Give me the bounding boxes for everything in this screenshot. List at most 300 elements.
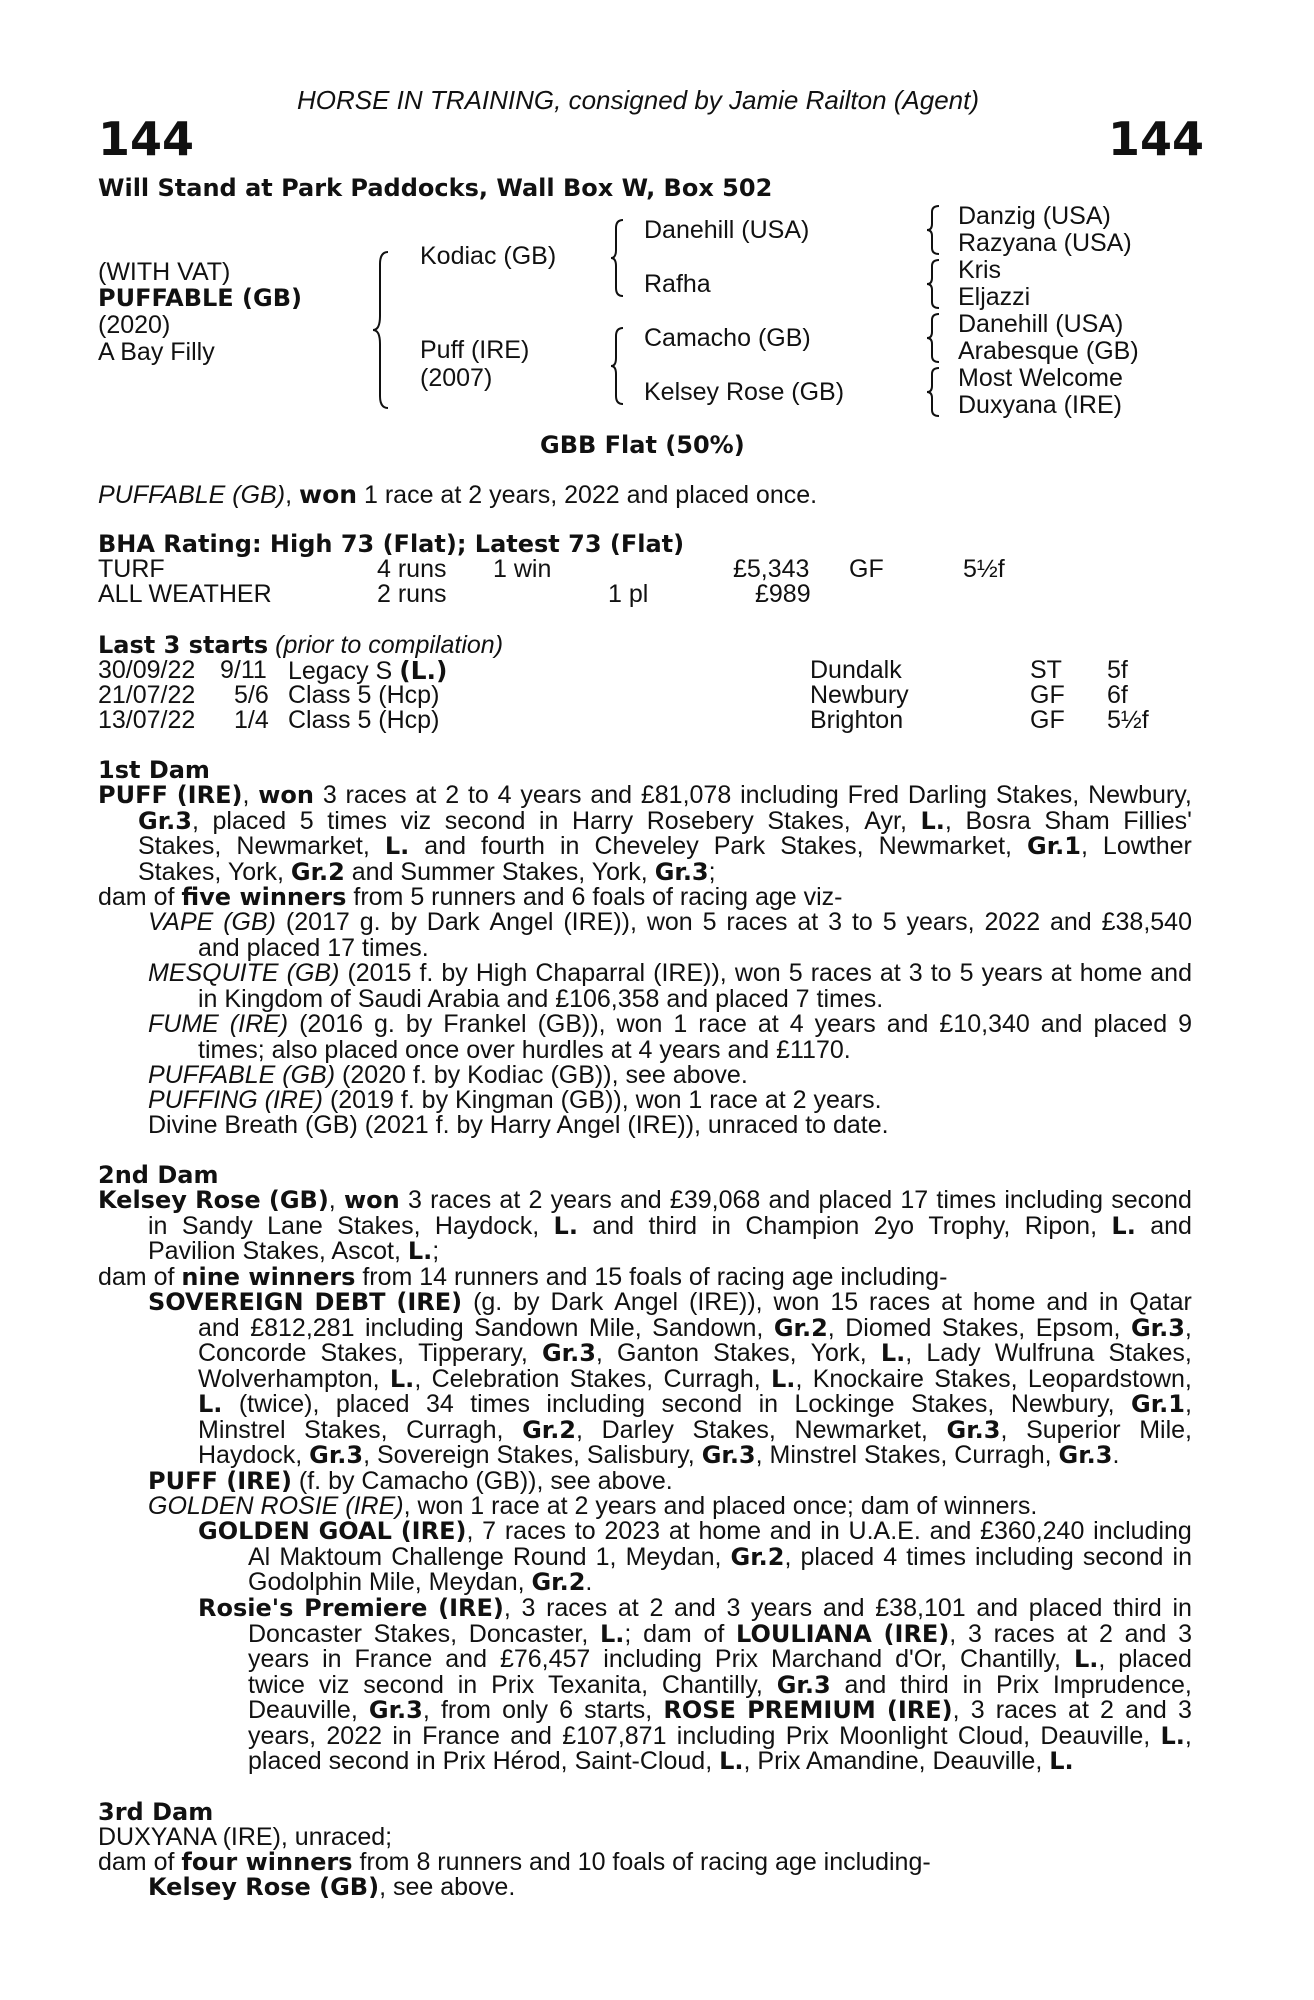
text: and (445, 1645, 487, 1673)
word (1074, 1647, 1105, 1673)
text-line (148, 1392, 1192, 1418)
word (1093, 1519, 1192, 1545)
word (347, 961, 411, 987)
word (926, 1341, 980, 1367)
word (747, 1698, 876, 1724)
word (601, 1415, 674, 1444)
word (618, 1596, 639, 1622)
text: and placed 17 times. (198, 933, 429, 962)
word (789, 961, 803, 987)
text: g. (374, 1010, 395, 1038)
text: Fillies' (1123, 806, 1192, 835)
dam2-record (98, 1188, 1192, 1265)
text: Ayr, (864, 806, 907, 835)
text: in (457, 1670, 478, 1699)
word (1004, 1188, 1103, 1214)
bold-text: Gr.3 (1058, 1441, 1113, 1469)
text: £38,540 (1101, 908, 1192, 936)
word (848, 783, 899, 809)
progeny-golden-rosie (148, 1494, 1192, 1520)
text: , won 1 race at 2 years and placed once; dam of winners. (403, 1492, 1038, 1520)
word (360, 910, 381, 936)
text: 3 (828, 908, 843, 936)
word (839, 1721, 948, 1750)
progeny-divine-breath (148, 1113, 1192, 1139)
word (740, 783, 839, 809)
text: Stakes, (767, 806, 851, 835)
text: including (975, 1542, 1074, 1571)
word (911, 1392, 994, 1418)
text: High (475, 959, 528, 987)
text: Newmarket, (794, 1415, 928, 1444)
text: races (345, 781, 407, 809)
pedigree-brace-dam (610, 326, 626, 406)
text: £360,240 (980, 1517, 1085, 1545)
text-line (148, 961, 1192, 987)
text: (GB)), (537, 1010, 606, 1038)
word (267, 1211, 323, 1240)
word (1046, 1290, 1088, 1316)
word (177, 783, 250, 809)
word (698, 1012, 747, 1038)
text: won (646, 908, 693, 936)
text: 3 (1178, 1619, 1192, 1648)
text: at (415, 781, 437, 809)
word (438, 1596, 511, 1622)
bold-text: L. (384, 832, 410, 860)
dam2-dam-of (98, 1265, 1192, 1291)
word (344, 1188, 400, 1214)
text-line (98, 1211, 1192, 1240)
word (481, 834, 545, 860)
word (594, 834, 698, 860)
word (711, 1211, 731, 1240)
word (148, 1290, 304, 1316)
word (1040, 1721, 1151, 1750)
lot-number-right: 144 (1107, 112, 1204, 166)
text: Tipperary, (418, 1339, 528, 1367)
bold-text: LOULIANA (736, 1619, 872, 1648)
text: second (661, 1390, 743, 1418)
word (1088, 783, 1192, 809)
text: at (879, 959, 901, 987)
word (248, 1670, 305, 1699)
text: at (617, 1594, 639, 1622)
bold-text: PREMIUM (747, 1696, 876, 1724)
word (962, 1670, 983, 1699)
dam1-title: 1st Dam (98, 756, 210, 784)
bold-text: Gr.2 (522, 1415, 577, 1444)
text: (2019 f. by Kingman (GB)), won 1 race at 2 years. (323, 1086, 882, 1114)
text: Lane (267, 1211, 323, 1240)
text: second (1111, 1186, 1192, 1214)
text: and (1040, 1010, 1083, 1038)
word (692, 1415, 776, 1444)
start-course: Dundalk (810, 656, 902, 684)
golden-goal (198, 1519, 1192, 1596)
word (879, 834, 1012, 860)
text: York, (810, 1339, 867, 1367)
text: (IRE)), (689, 1288, 763, 1316)
text: dam of (98, 883, 182, 911)
text: Curragh, (663, 1364, 761, 1393)
text: £10,340 (939, 1010, 1030, 1038)
text: 3 (726, 1594, 741, 1622)
word (960, 1647, 1061, 1673)
text: Curragh, (406, 1415, 504, 1444)
italic-text: (IRE) (229, 1010, 289, 1038)
text: won (616, 1010, 663, 1038)
text: 2 (1099, 1619, 1113, 1648)
text: 2022 (326, 1721, 383, 1750)
start-date: 13/07/22 (98, 706, 196, 734)
word (982, 961, 1043, 987)
horse-description: A Bay Filly (98, 338, 215, 366)
bold-text: Gr.3 (946, 1415, 1001, 1444)
word (1178, 1619, 1192, 1648)
pedigree-sire-sire: Danehill (USA) (644, 216, 810, 244)
word (476, 961, 527, 987)
word (776, 1670, 831, 1699)
bold-text: nine winners (181, 1263, 356, 1291)
word (1035, 1313, 1121, 1342)
text-line (148, 1113, 1192, 1139)
text: (2016 (299, 1010, 364, 1038)
text: 15 (830, 1288, 859, 1316)
text: Sandy (181, 1211, 253, 1240)
word (498, 783, 512, 809)
bold-text: L. (771, 1364, 796, 1393)
text-line (148, 1469, 1192, 1495)
text: times (327, 806, 387, 835)
start-position: 5/6 (234, 681, 269, 709)
text: and (1150, 959, 1192, 987)
word (416, 783, 437, 809)
bold-text: Gr.1 (1027, 832, 1081, 860)
word (138, 806, 199, 835)
text: Trophy, (928, 1211, 1011, 1240)
text: , (466, 1517, 474, 1545)
dam2-title: 2nd Dam (98, 1161, 219, 1189)
word (769, 1188, 811, 1214)
word (1172, 1542, 1192, 1571)
word (895, 1647, 947, 1673)
text: , (242, 781, 250, 809)
word (931, 961, 952, 987)
text: Doncaster (248, 1619, 362, 1648)
bold-text: Gr.2 (773, 1313, 828, 1342)
bold-text: Gr.3 (654, 857, 709, 886)
text: . (585, 1568, 593, 1596)
text: Mile, (588, 1313, 642, 1342)
bha-placed: 1 pl (608, 580, 649, 608)
text: and (592, 1211, 635, 1240)
word (444, 806, 526, 835)
text: Deauville, (248, 1696, 358, 1724)
text: in (711, 1211, 731, 1240)
word (287, 961, 340, 987)
bold-text: Rosie's (198, 1594, 294, 1622)
word (468, 1619, 589, 1648)
text: years (814, 1010, 876, 1038)
text-line (148, 1364, 1192, 1393)
word (1041, 1012, 1083, 1038)
text: Stakes, (713, 1339, 797, 1367)
word (198, 1415, 286, 1444)
text: , (944, 806, 952, 835)
text: races (993, 1619, 1055, 1648)
word (941, 1290, 962, 1316)
consignor-header: HORSE IN TRAINING, consigned by Jamie Railton (Agent) (297, 85, 980, 115)
text: to (467, 781, 489, 809)
word (928, 1211, 1011, 1240)
text-line (148, 1088, 1192, 1114)
word (248, 1647, 309, 1673)
text: Ripon, (1024, 1211, 1098, 1240)
bold-text: (IRE) (886, 1696, 953, 1724)
word (373, 1619, 458, 1648)
pedigree-sire-dam: Rafha (644, 270, 711, 298)
text-line (148, 910, 1192, 936)
word (195, 1188, 261, 1214)
sovereign-debt (148, 1290, 1192, 1469)
text: Stakes, York, (138, 857, 291, 886)
bold-text: Gr.3 (541, 1339, 596, 1367)
text: second (1082, 1542, 1164, 1571)
text: starts, (584, 1696, 653, 1724)
word (830, 1290, 858, 1316)
text: times (906, 1542, 966, 1571)
word (735, 961, 781, 987)
text: including (546, 1390, 646, 1418)
text: Lowther (1102, 832, 1192, 860)
text: ; (708, 857, 716, 886)
progeny-puff (148, 1469, 1192, 1495)
text: 3 (1177, 1696, 1192, 1724)
text-line (198, 1542, 1192, 1571)
word (661, 1670, 763, 1699)
pedigree-g3-6: Arabesque (GB) (958, 337, 1139, 365)
word (906, 1542, 966, 1571)
word (909, 961, 923, 987)
text: . (1112, 1441, 1120, 1469)
word (590, 783, 632, 809)
word (800, 1542, 875, 1571)
word (797, 910, 818, 936)
text-line (98, 806, 1192, 835)
word (1100, 1698, 1114, 1724)
text: and (198, 1313, 240, 1342)
text: and (510, 1721, 552, 1750)
text: Imprudence, (1052, 1670, 1192, 1699)
text: France (354, 1645, 433, 1673)
word (773, 1313, 835, 1342)
word (406, 1415, 504, 1444)
text-line (148, 1290, 1192, 1316)
word (759, 1392, 778, 1418)
text: including (1004, 1186, 1104, 1214)
start-date: 30/09/22 (98, 656, 196, 684)
word (1150, 961, 1192, 987)
word (676, 1721, 776, 1750)
word (400, 806, 432, 835)
text-line (98, 1850, 1192, 1876)
word (1131, 1392, 1192, 1418)
text: , (905, 1339, 913, 1367)
word (198, 1392, 222, 1418)
text-line (198, 1570, 1192, 1596)
word (1080, 961, 1143, 987)
pedigree-g3-8: Duxyana (IRE) (958, 391, 1122, 419)
text: from (440, 1696, 491, 1724)
text: in (1098, 1288, 1119, 1316)
text: years, (906, 908, 975, 936)
bold-text: L. (719, 1747, 744, 1775)
pedigree-dam-dam: Kelsey Rose (GB) (644, 378, 845, 406)
text: Frankel (443, 1010, 527, 1038)
start-position: 1/4 (234, 706, 269, 734)
text-line (98, 1188, 1192, 1214)
pedigree-g3-7: Most Welcome (958, 364, 1123, 392)
horse-name: PUFFABLE (GB) (98, 284, 302, 312)
word (513, 1290, 539, 1316)
dam3-kelsey (148, 1875, 1192, 1901)
bold-text: Gr.3 (776, 1670, 831, 1699)
word (625, 1542, 722, 1571)
text: U.A.E. (848, 1517, 921, 1545)
bold-text: L. (389, 1364, 415, 1393)
text: , (191, 806, 199, 835)
bold-text: Gr.2 (730, 1542, 785, 1571)
text: twice (248, 1670, 305, 1699)
word (374, 1012, 395, 1038)
word (248, 1721, 317, 1750)
word (457, 1670, 478, 1699)
text: and (1125, 1696, 1167, 1724)
word (569, 1364, 654, 1393)
text: and (768, 1186, 811, 1214)
text: home (972, 1288, 1036, 1316)
text: 3 (908, 959, 923, 987)
text: 2022 (984, 908, 1041, 936)
word (794, 1415, 928, 1444)
word (971, 1698, 985, 1724)
word (603, 1647, 702, 1673)
text: Stakes, (692, 1415, 776, 1444)
text: and Summer Stakes, York, (344, 857, 655, 886)
word (1027, 834, 1088, 860)
bold-text: L. (600, 1619, 625, 1648)
word (641, 783, 731, 809)
text: Stakes, (373, 1619, 458, 1648)
text: in (322, 1645, 342, 1673)
progeny-fume (148, 1012, 1192, 1063)
text: Stakes, (911, 1390, 995, 1418)
word (957, 1721, 1031, 1750)
word (689, 1290, 763, 1316)
text: times; also placed once over hurdles at 4 years and £1170. (198, 1035, 851, 1064)
word (418, 1341, 528, 1367)
start-going: ST (1030, 656, 1062, 684)
word (595, 1542, 617, 1571)
word (1044, 806, 1110, 835)
pedigree-g3-5: Danehill (USA) (958, 310, 1124, 338)
text: Deauville, (1040, 1721, 1151, 1750)
text: to (930, 959, 952, 987)
word (751, 1596, 812, 1622)
text: times (470, 1390, 530, 1418)
word (648, 1211, 698, 1240)
text: and (424, 832, 466, 860)
dam3-title: 3rd Dam (98, 1798, 214, 1826)
text: times (936, 1186, 997, 1214)
text: 3 (407, 1186, 422, 1214)
word (790, 1012, 804, 1038)
word (780, 834, 863, 860)
text: Bosra (965, 806, 1031, 835)
bold-text: Gr.3 (701, 1441, 756, 1469)
start-position: 9/11 (220, 656, 267, 684)
text: race (698, 1010, 747, 1038)
text: Wolverhampton, (198, 1364, 380, 1393)
word (670, 1188, 760, 1214)
word (614, 1290, 678, 1316)
text: races (726, 908, 788, 936)
word (553, 1211, 578, 1240)
word (828, 910, 842, 936)
text: by (405, 1010, 433, 1038)
word (869, 1290, 930, 1316)
text-line (148, 1875, 1192, 1901)
text: including (1093, 1517, 1192, 1545)
word (98, 1188, 187, 1214)
bha-distance: 5½f (963, 555, 1005, 583)
text: , (503, 1594, 511, 1622)
text: home (698, 1517, 762, 1545)
bold-text: Gr.3 (1130, 1313, 1185, 1342)
pedigree-brace-g3-4 (926, 366, 942, 418)
bold-text: five winners (181, 883, 347, 911)
text: Knockaire (812, 1364, 924, 1393)
word (391, 1542, 504, 1571)
word (1178, 1012, 1192, 1038)
pedigree-g3-3: Kris (958, 256, 1002, 284)
text: at (499, 1186, 521, 1214)
bha-wins: 1 win (493, 555, 552, 583)
text: races (869, 1288, 931, 1316)
text: and (590, 781, 633, 809)
word (441, 961, 467, 987)
bold-text: Kelsey Rose (GB) (148, 1873, 380, 1901)
text: 1, (595, 1542, 617, 1571)
word (900, 1188, 928, 1214)
bold-text: four winners (181, 1848, 353, 1876)
bold-text: GOLDEN (198, 1517, 310, 1545)
text: races (430, 1186, 492, 1214)
text: in (1172, 1594, 1192, 1622)
text: , (576, 1415, 583, 1444)
word (726, 1596, 740, 1622)
word (845, 1313, 932, 1342)
text: and (886, 1010, 929, 1038)
progeny-vape (148, 910, 1192, 961)
word (673, 1012, 687, 1038)
text: , (795, 1364, 803, 1393)
starts-note: (prior to compilation) (275, 631, 504, 659)
word (230, 1012, 288, 1038)
text: 2 (445, 781, 460, 809)
text: from 14 runners and 15 foals of racing age including- (355, 1263, 948, 1291)
